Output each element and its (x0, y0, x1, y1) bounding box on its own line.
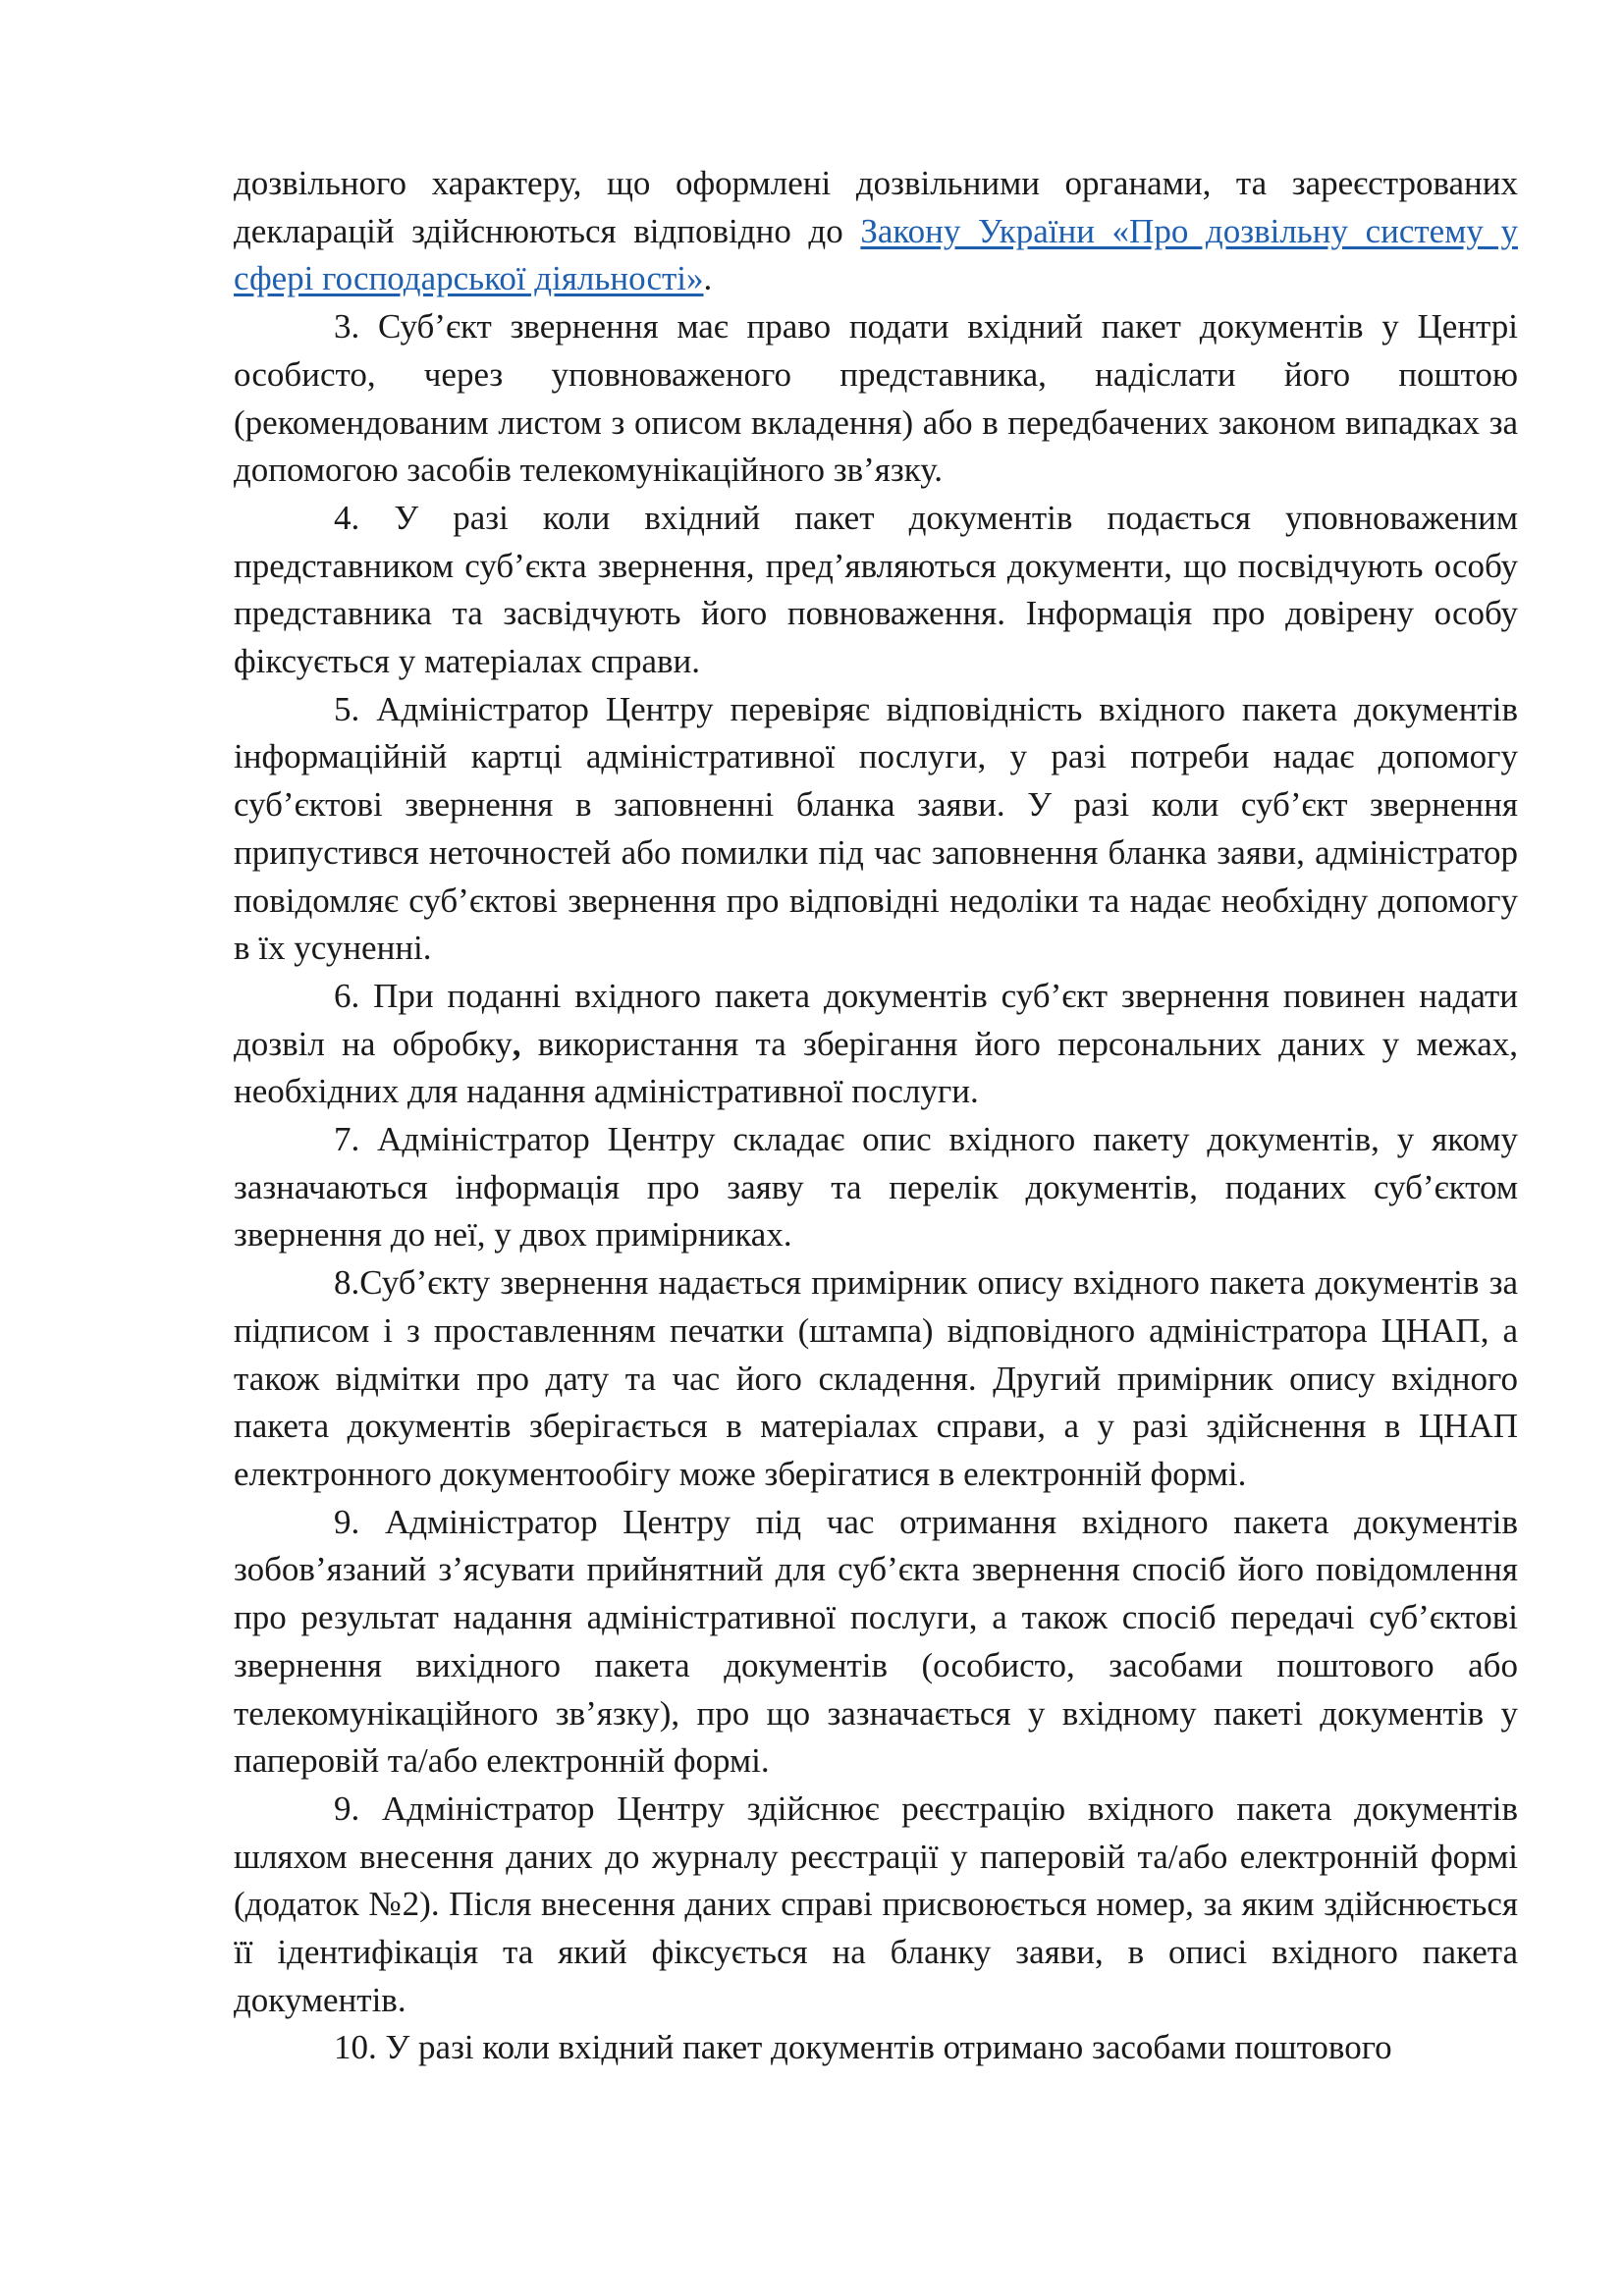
paragraph-9b: 9. Адміністратор Центру здійснює реєстрацію вхідного пакета документів шляхом внесення даних до журналу реєстрації у паперовій та/або електронній формі (додаток №2). Після внесення даних справі присвоюється номер, за яким здійснюється її ідентифікація та який фіксується на бланку заяви, в описі вхідного пакета документів. (234, 1789, 1518, 2019)
document-page (234, 160, 1518, 2072)
paragraph-continuation (234, 160, 1518, 303)
paragraph-8: 8.Суб’єкту звернення надається примірник опису вхідного пакета документів за підписом і з проставленням печатки (штампа) відповідного адміністратора ЦНАП, а також відмітки про дату та час його складення. Другий примірник опису вхідного пакета документів зберігається в матеріалах справи, а у разі здійснення в ЦНАП електронного документообігу може зберігатися в електронній формі. (234, 1263, 1518, 1493)
paragraph-text: використання та зберігання його персональних даних у межах, необхідних для надання адміністративної послуги. (234, 1024, 1518, 1111)
paragraph-6 (234, 973, 1518, 1116)
paragraph-text: 6. При поданні вхідного пакета документів суб’єкт звернення повинен надати дозвіл на обробку (234, 976, 1518, 1063)
law-link[interactable]: Закону України «Про дозвільну систему у сфері господарської діяльності» (234, 211, 1518, 298)
paragraph-text: . (703, 259, 713, 298)
paragraph-5: 5. Адміністратор Центру перевіряє відповідність вхідного пакета документів інформаційній картці адміністративної послуги, у разі потреби надає допомогу суб’єктові звернення в заповненні бланка заяви. У разі коли суб’єкт звернення припустився неточностей або помилки під час заповнення бланка заяви, адміністратор повідомляє суб’єктові звернення про відповідні недоліки та надає необхідну допомогу в їх усуненні. (234, 689, 1518, 968)
paragraph-3: 3. Суб’єкт звернення має право подати вхідний пакет документів у Центрі особисто, через уповноваженого представника, надіслати його поштою (рекомендованим листом з описом вкладення) або в передбачених законом випадках за допомогою засобів телекомунікаційного зв’язку. (234, 307, 1518, 490)
paragraph-9a: 9. Адміністратор Центру під час отримання вхідного пакета документів зобов’язаний з’ясувати прийнятний для суб’єкта звернення спосіб його повідомлення про результат надання адміністративної послуги, а також спосіб передачі суб’єктові звернення вихідного пакета документів (особисто, засобами поштового або телекомунікаційного зв’язку), про що зазначається у вхідному пакеті документів у паперовій та/або електронній формі. (234, 1502, 1518, 1781)
paragraph-4: 4. У разі коли вхідний пакет документів подається уповноваженим представником суб’єкта звернення, пред’являються документи, що посвідчують особу представника та засвідчують його повноваження. Інформація про довірену особу фіксується у матеріалах справи. (234, 498, 1518, 681)
bold-comma: , (512, 1024, 521, 1063)
paragraph-7: 7. Адміністратор Центру складає опис вхідного пакету документів, у якому зазначаються інформація про заяву та перелік документів, поданих суб’єктом звернення до неї, у двох примірниках. (234, 1120, 1518, 1255)
paragraph-text: дозвільного характеру, що оформлені дозвільними органами, та зареєстрованих декларацій здійснюються відповідно до (234, 164, 1518, 250)
paragraph-10: 10. У разі коли вхідний пакет документів отримано засобами поштового (334, 2028, 1392, 2067)
